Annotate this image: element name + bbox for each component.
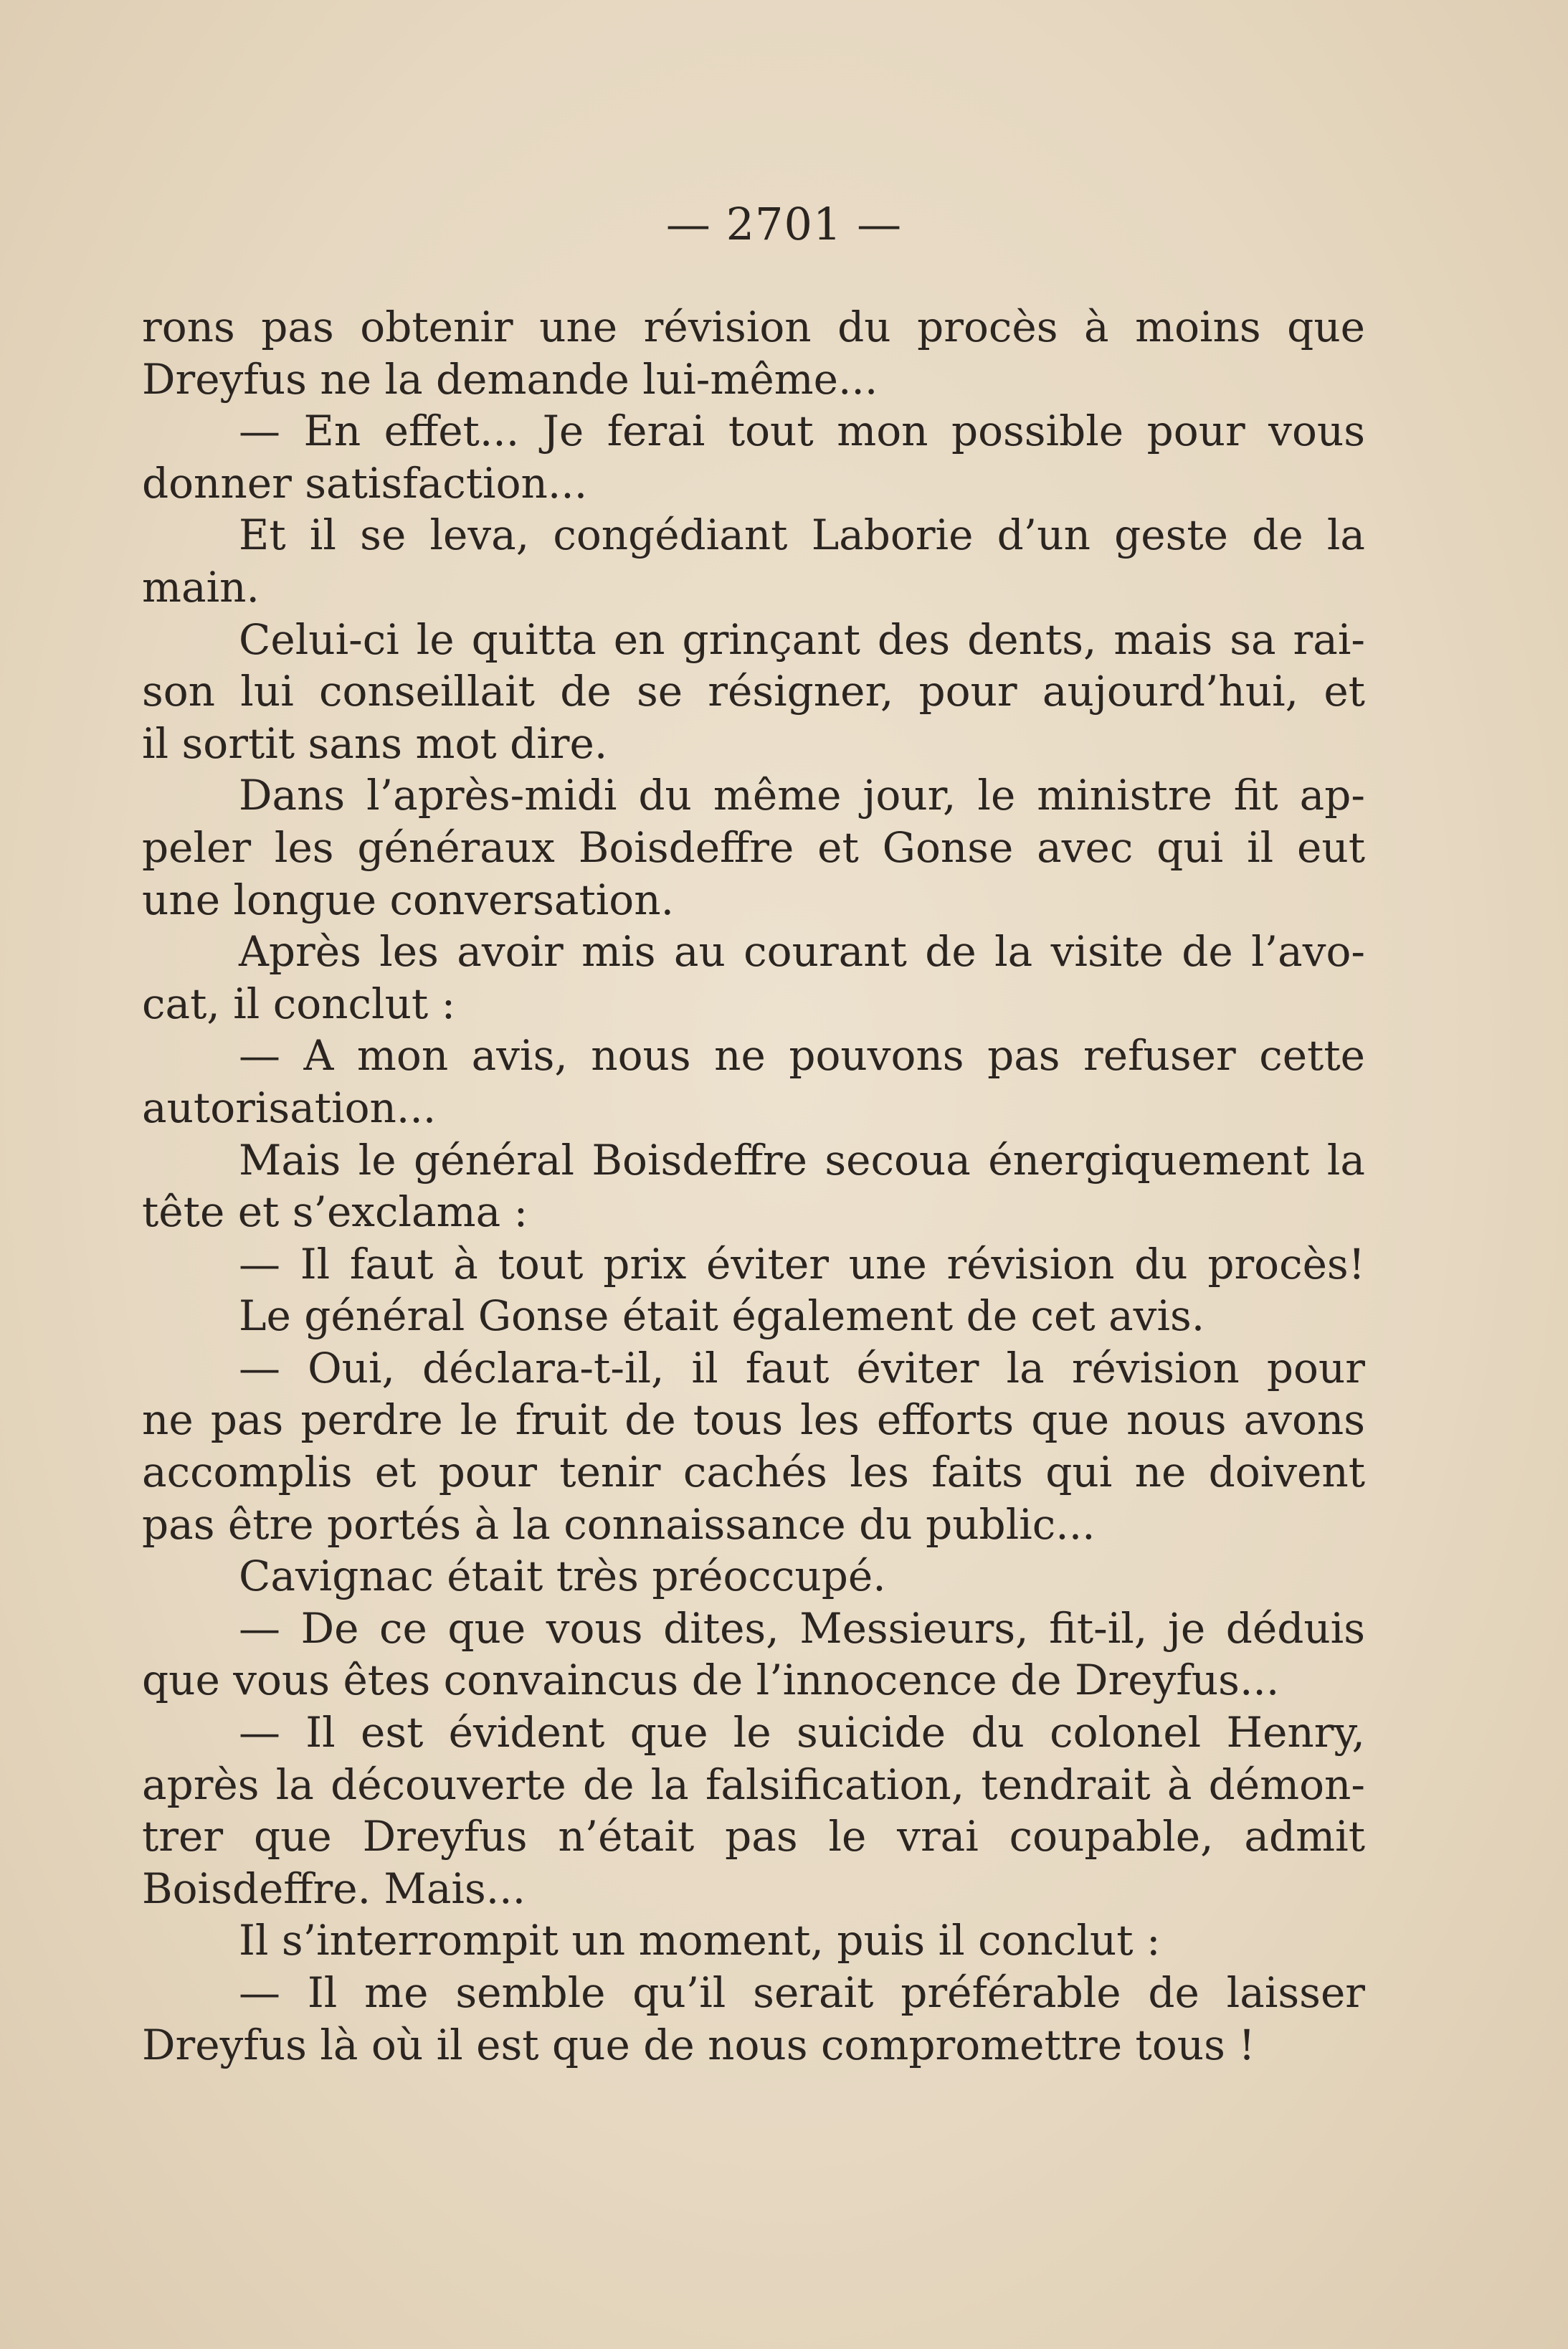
- text-line: trer que Dreyfus n’était pas le vrai coupable, admit: [142, 1812, 1365, 1861]
- body-text: [142, 301, 1365, 2071]
- text-line: cat, il conclut :: [142, 979, 456, 1028]
- text-line: peler les généraux Boisdeffre et Gonse avec qui il eut: [142, 822, 1365, 872]
- text-line: — A mon avis, nous ne pouvons pas refuser cette: [239, 1031, 1365, 1081]
- text-line: Cavignac était très préoccupé.: [239, 1552, 886, 1601]
- text-line: Il s’interrompit un moment, puis il conclut :: [239, 1916, 1161, 1965]
- text-line: pas être portés à la connaissance du public...: [142, 1499, 1096, 1549]
- text-line: accomplis et pour tenir cachés les faits qui ne doivent: [142, 1448, 1365, 1497]
- text-line: — Oui, déclara-t-il, il faut éviter la révision pour: [239, 1343, 1365, 1392]
- text-line: après la découverte de la falsification, tendrait à démon-: [142, 1760, 1365, 1809]
- text-line: — Il me semble qu’il serait préférable de laisser: [239, 1968, 1365, 2017]
- text-line: une longue conversation.: [142, 875, 675, 924]
- text-line: Après les avoir mis au courant de la visite de l’avo-: [239, 927, 1365, 977]
- text-line: Dans l’après-midi du même jour, le ministre fit ap-: [239, 771, 1365, 820]
- text-line: son lui conseillait de se résigner, pour aujourd’hui, et: [142, 667, 1365, 716]
- text-line: autorisation...: [142, 1083, 437, 1132]
- text-line: Dreyfus là où il est que de nous compromettre tous !: [142, 2020, 1255, 2069]
- text-line: Celui-ci le quitta en grinçant des dents, mais sa rai-: [239, 614, 1365, 664]
- text-line: — De ce que vous dites, Messieurs, fit-il, je déduis: [239, 1603, 1365, 1653]
- text-line: — Il faut à tout prix éviter une révision du procès!: [239, 1239, 1365, 1289]
- text-line: Boisdeffre. Mais...: [142, 1864, 526, 1913]
- text-line: — Il est évident que le suicide du colonel Henry,: [239, 1708, 1365, 1757]
- text-line: Dreyfus ne la demande lui-même...: [142, 354, 878, 404]
- text-line: tête et s’exclama :: [142, 1187, 528, 1237]
- text-line: il sortit sans mot dire.: [142, 718, 608, 768]
- text-line: rons pas obtenir une révision du procès à moins que: [142, 303, 1365, 351]
- text-line: main.: [142, 562, 260, 612]
- page-number: — 2701 —: [665, 198, 903, 250]
- text-line: donner satisfaction...: [142, 458, 588, 508]
- text-line: Le général Gonse était également de cet avis.: [239, 1291, 1205, 1341]
- text-line: que vous êtes convaincus de l’innocence de Dreyfus...: [142, 1656, 1280, 1705]
- text-line: Et il se leva, congédiant Laborie d’un geste de la: [239, 511, 1365, 560]
- text-line: — En effet... Je ferai tout mon possible pour vous: [239, 407, 1365, 456]
- text-line: Mais le général Boisdeffre secoua énergiquement la: [239, 1135, 1365, 1185]
- text-line: ne pas perdre le fruit de tous les efforts que nous avons: [142, 1395, 1365, 1445]
